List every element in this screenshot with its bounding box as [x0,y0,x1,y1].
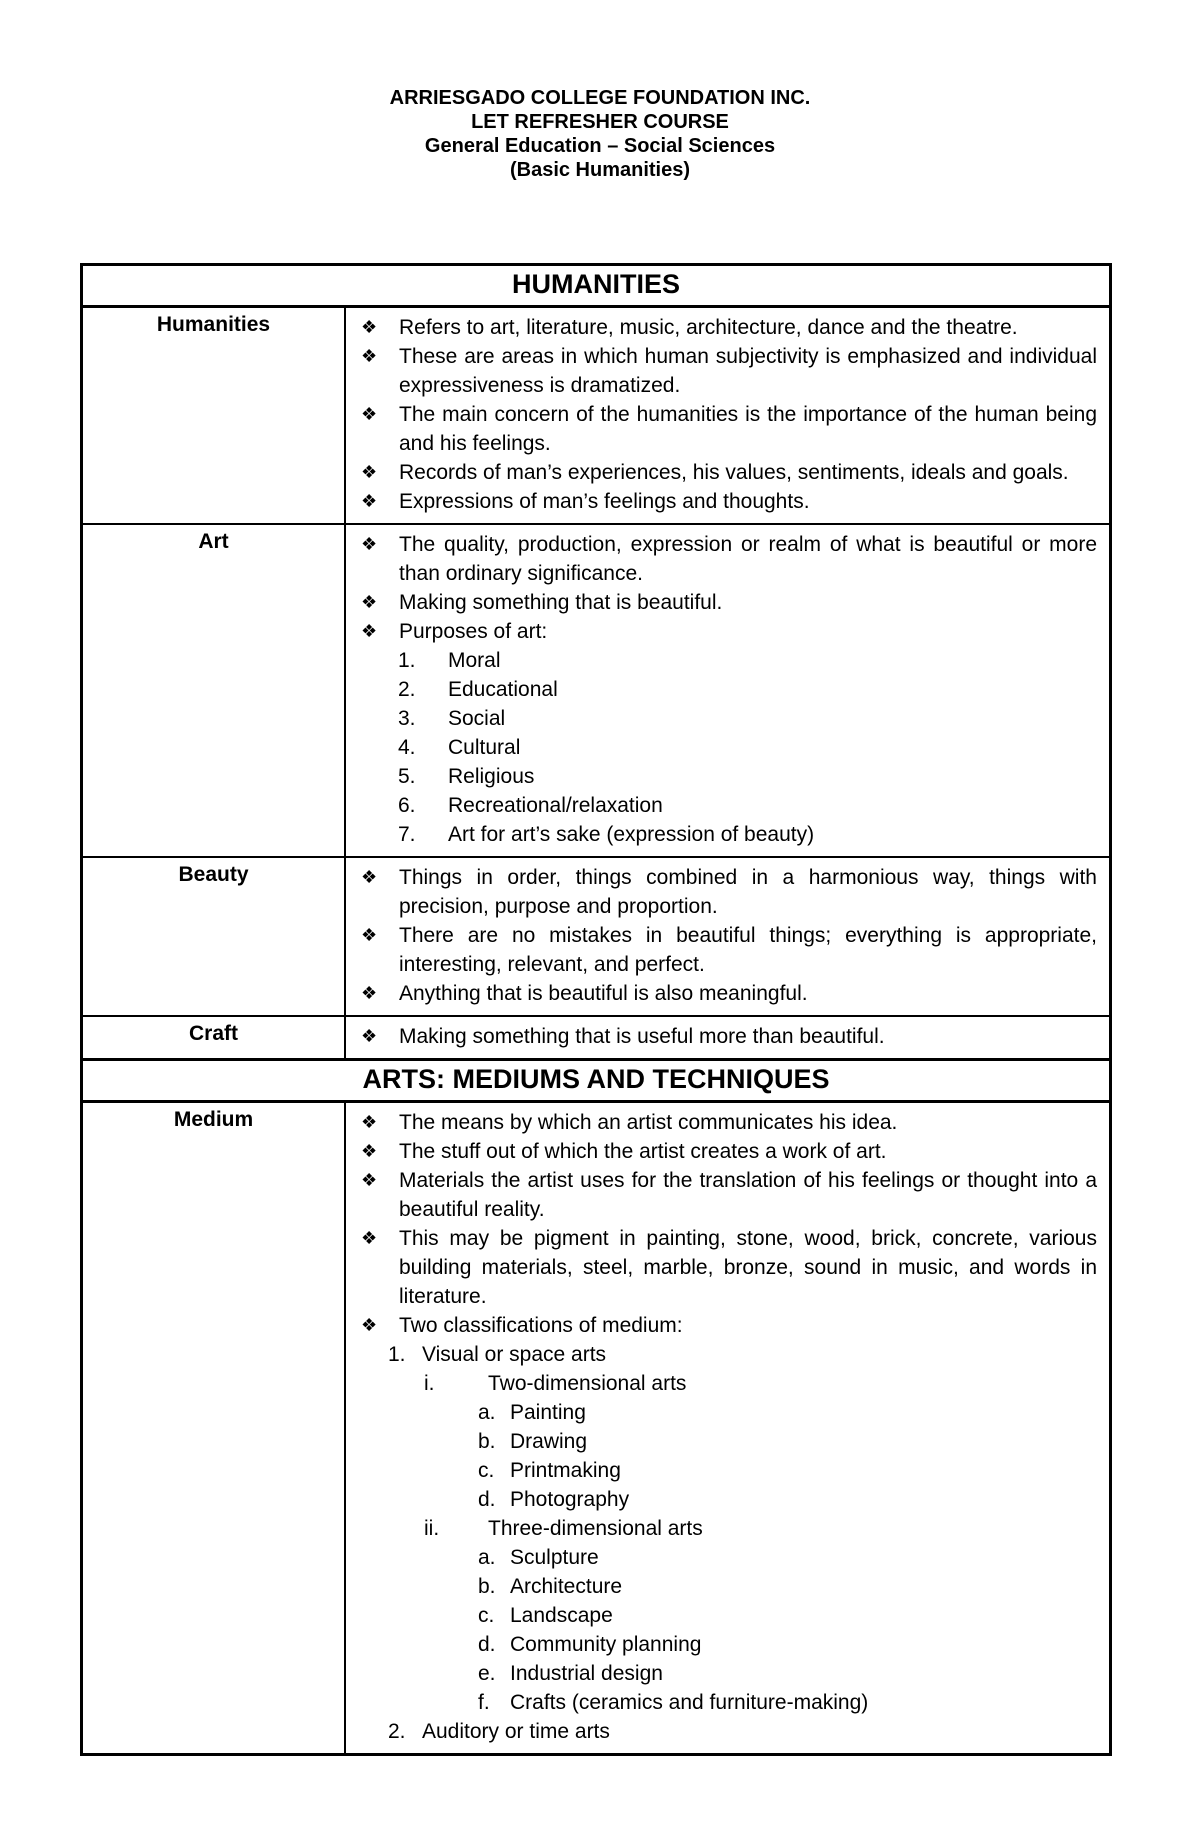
list-number: d. [478,1633,496,1656]
list-item [398,791,1097,820]
outline-item-three-dimensional [424,1514,1097,1543]
outline-item [478,1601,1097,1630]
list-item [398,646,1097,675]
bullet-text: Things in order, things combined in a harmonious way, things with precision, purpose and proportion. [399,866,1097,918]
list-text: Recreational/relaxation [448,794,663,817]
humanities-table [80,263,1112,1756]
list-text: Art for art’s sake (expression of beauty) [448,823,815,846]
list-number: a. [478,1401,496,1424]
diamond-bullet-icon: ❖ [361,534,378,554]
diamond-bullet-icon: ❖ [361,404,378,424]
bullet-item [360,617,1097,646]
bullet-item [360,979,1097,1008]
diamond-bullet-icon: ❖ [361,1315,378,1335]
diamond-bullet-icon: ❖ [361,621,378,641]
list-text: Cultural [448,736,521,759]
table-row-art [83,525,1109,858]
document-header [0,0,1200,182]
bullet-text: Records of man’s experiences, his values, sentiments, ideals and goals. [399,461,1069,484]
list-number: 7. [398,823,416,846]
list-number: 1. [388,1343,406,1366]
outline-item [478,1485,1097,1514]
bullet-item [360,863,1097,921]
bullet-text: Refers to art, literature, music, architecture, dance and the theatre. [399,316,1018,339]
bullet-text: Anything that is beautiful is also meaningful. [399,982,808,1005]
diamond-bullet-icon: ❖ [361,983,378,1003]
diamond-bullet-icon: ❖ [361,1141,378,1161]
list-text: Architecture [510,1575,623,1598]
bullet-item [360,588,1097,617]
list-item [398,820,1097,849]
diamond-bullet-icon: ❖ [361,1026,378,1046]
bullet-item [360,400,1097,458]
bullet-text: The main concern of the humanities is the importance of the human being and his feelings. [399,403,1097,455]
bullet-text: Purposes of art: [399,620,548,643]
list-number: b. [478,1430,496,1453]
outline-item-visual-arts [388,1340,1097,1369]
outline-item [478,1427,1097,1456]
list-number: e. [478,1662,496,1685]
list-number: 5. [398,765,416,788]
list-number: ii. [424,1517,440,1540]
table-row-craft [83,1017,1109,1060]
subject-line: General Education – Social Sciences [424,135,776,157]
diamond-bullet-icon: ❖ [361,462,378,482]
list-number: 3. [398,707,416,730]
term-label: Craft [83,1017,346,1058]
list-item [398,733,1097,762]
bullet-text: Materials the artist uses for the translation of his feelings or thought into a beautiful reality. [399,1169,1097,1221]
bullet-item [360,487,1097,516]
bullet-item [360,1224,1097,1311]
list-text: Landscape [510,1604,613,1627]
diamond-bullet-icon: ❖ [361,1228,378,1248]
bullet-item [360,458,1097,487]
outline-item [478,1572,1097,1601]
definition-cell [346,858,1109,1015]
outline-item [478,1543,1097,1572]
term-label: Medium [83,1103,346,1753]
bullet-text: These are areas in which human subjectivity is emphasized and individual expressiveness is dramatized. [399,345,1097,397]
diamond-bullet-icon: ❖ [361,1170,378,1190]
outline-item-two-dimensional [424,1369,1097,1398]
list-text: Photography [510,1488,630,1511]
diamond-bullet-icon: ❖ [361,491,378,511]
list-text: Drawing [510,1430,588,1453]
bullet-item [360,1166,1097,1224]
bullet-item [360,313,1097,342]
list-text: Two-dimensional arts [488,1372,687,1395]
course-title: LET REFRESHER COURSE [471,111,729,133]
bullet-text: The stuff out of which the artist creates a work of art. [399,1140,887,1163]
bullet-item [360,921,1097,979]
definition-cell [346,525,1109,856]
list-text: Industrial design [510,1662,663,1685]
diamond-bullet-icon: ❖ [361,317,378,337]
table-row-humanities [83,308,1109,525]
list-text: Auditory or time arts [422,1720,610,1743]
list-number: 2. [388,1720,406,1743]
org-name: ARRIESGADO COLLEGE FOUNDATION INC. [389,87,811,109]
bullet-text: The quality, production, expression or realm of what is beautiful or more than ordinary significance. [399,533,1097,585]
list-item [398,704,1097,733]
term-label: Humanities [83,308,346,523]
bullet-text: There are no mistakes in beautiful things; everything is appropriate, interesting, relevant, and perfect. [399,924,1097,976]
term-label: Beauty [83,858,346,1015]
bullet-item [360,1022,1097,1051]
list-number: b. [478,1575,496,1598]
list-number: 1. [398,649,416,672]
list-item [398,762,1097,791]
definition-cell [346,1017,1109,1058]
diamond-bullet-icon: ❖ [361,346,378,366]
list-text: Crafts (ceramics and furniture-making) [510,1691,869,1714]
bullet-text: Making something that is beautiful. [399,591,723,614]
bullet-text: The means by which an artist communicates his idea. [399,1111,898,1134]
section-title-arts-mediums: ARTS: MEDIUMS AND TECHNIQUES [83,1060,1109,1103]
list-number: 4. [398,736,416,759]
list-item [398,675,1097,704]
list-text: Religious [448,765,535,788]
diamond-bullet-icon: ❖ [361,592,378,612]
bullet-text: This may be pigment in painting, stone, wood, brick, concrete, various building materials, steel, marble, bronze, sound in music, and words in literature. [399,1227,1097,1308]
outline-item-auditory-arts [388,1717,1097,1746]
outline-item [478,1659,1097,1688]
list-text: Sculpture [510,1546,599,1569]
list-text: Printmaking [510,1459,621,1482]
bullet-text: Expressions of man’s feelings and thoughts. [399,490,810,513]
bullet-text: Two classifications of medium: [399,1314,683,1337]
definition-cell [346,308,1109,523]
bullet-item [360,342,1097,400]
list-text: Community planning [510,1633,702,1656]
list-number: 6. [398,794,416,817]
bullet-text: Making something that is useful more than beautiful. [399,1025,885,1048]
section-title-humanities: HUMANITIES [83,266,1109,308]
outline-item [478,1398,1097,1427]
list-number: c. [478,1459,495,1482]
list-text: Three-dimensional arts [488,1517,703,1540]
list-number: 2. [398,678,416,701]
diamond-bullet-icon: ❖ [361,925,378,945]
list-number: c. [478,1604,495,1627]
definition-cell [346,1103,1109,1753]
list-number: f. [478,1691,490,1714]
bullet-item [360,530,1097,588]
list-text: Moral [448,649,501,672]
outline-item [478,1630,1097,1659]
bullet-item [360,1108,1097,1137]
outline-item [478,1688,1097,1717]
list-number: i. [424,1372,435,1395]
list-text: Painting [510,1401,586,1424]
list-text: Visual or space arts [422,1343,607,1366]
list-number: a. [478,1546,496,1569]
diamond-bullet-icon: ❖ [361,867,378,887]
list-text: Social [448,707,506,730]
term-label: Art [83,525,346,856]
list-number: d. [478,1488,496,1511]
purposes-of-art-list [398,646,1097,849]
diamond-bullet-icon: ❖ [361,1112,378,1132]
bullet-item [360,1137,1097,1166]
list-text: Educational [448,678,558,701]
bullet-item [360,1311,1097,1340]
topic-line: (Basic Humanities) [509,159,691,181]
table-row-medium [83,1103,1109,1753]
outline-item [478,1456,1097,1485]
table-row-beauty [83,858,1109,1017]
